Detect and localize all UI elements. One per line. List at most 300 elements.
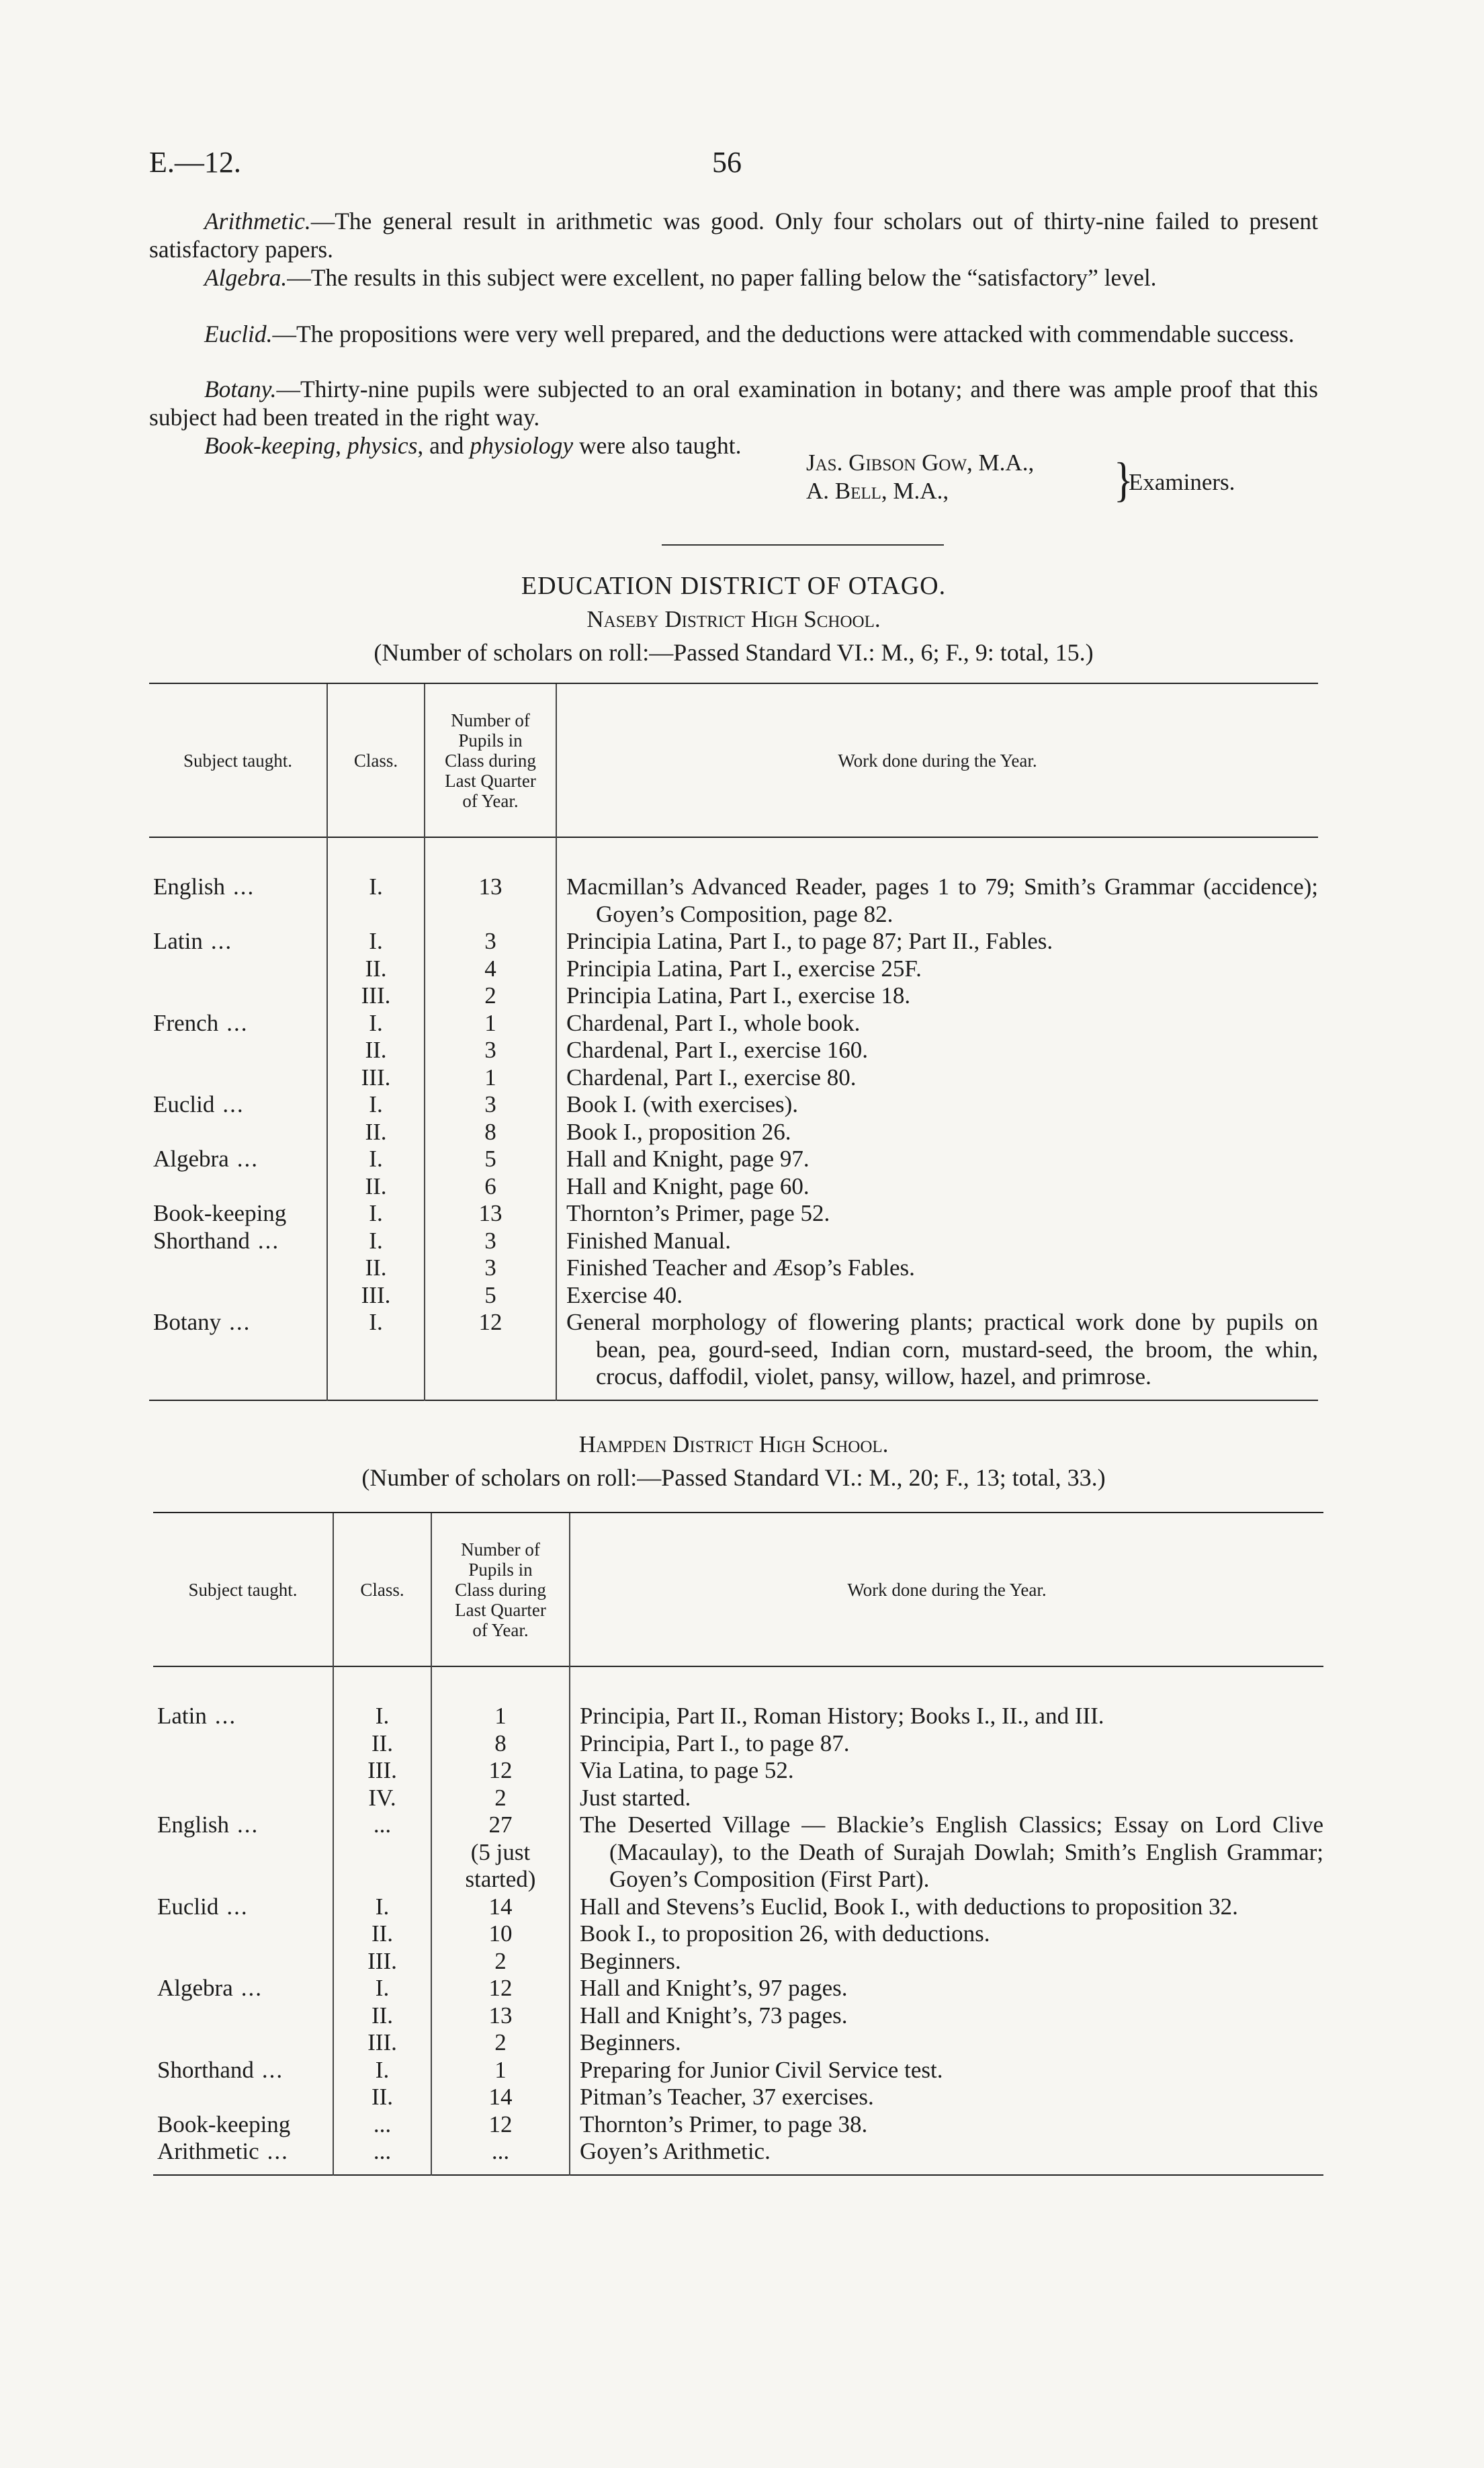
- table-row: [153, 2029, 1323, 2057]
- cell-subject: [149, 1037, 327, 1064]
- cell-subject: [153, 1812, 333, 1893]
- pupils-count: 1: [494, 2056, 507, 2083]
- table-row: [149, 1146, 1318, 1173]
- table-row: [153, 1703, 1323, 1730]
- table-row: [149, 1119, 1318, 1146]
- work-text: Hall and Knight’s, 73 pages.: [580, 2002, 848, 2029]
- cell-class: IV.: [333, 1785, 431, 1812]
- naseby-header-row: [149, 684, 1318, 837]
- hampden-table: [153, 1513, 1323, 2176]
- subject-text: Shorthand: [153, 1227, 250, 1254]
- cell-pupils: [425, 874, 556, 928]
- paragraph-other-subjects: [149, 431, 1318, 460]
- cell-pupils: [431, 1785, 570, 1812]
- cell-work: [570, 2111, 1323, 2139]
- col-pupils-line: Class during: [455, 1579, 546, 1600]
- subject-text: Algebra: [157, 1975, 233, 2001]
- leader-dots: ...: [226, 1009, 249, 1036]
- work-text: Book I., to proposition 26, with deductions.: [580, 1920, 990, 1947]
- subject-text: Euclid: [153, 1091, 215, 1117]
- work-text: Goyen’s Arithmetic.: [580, 2138, 771, 2164]
- table-bottom-rule: [149, 1391, 1318, 1400]
- cell-class: III.: [327, 1064, 425, 1092]
- cell-subject: [149, 1119, 327, 1146]
- work-text: Chardenal, Part I., exercise 160.: [566, 1037, 869, 1063]
- leader-dots: ...: [257, 1227, 280, 1254]
- pupils-count: 14: [488, 2084, 513, 2110]
- pupils-count: 13: [488, 2002, 513, 2029]
- pupils-count: 13: [478, 874, 503, 900]
- pupils-count: 1: [484, 1009, 496, 1036]
- examiner-signatures: [806, 449, 1034, 505]
- cell-work: [556, 874, 1318, 928]
- subject-bookkeeping: Book-keeping: [204, 432, 336, 459]
- cell-pupils: [431, 2111, 570, 2139]
- cell-class: I.: [333, 2057, 431, 2084]
- pupils-count: 14: [488, 1893, 513, 1920]
- cell-subject: [153, 2138, 333, 2166]
- cell-subject: [149, 1254, 327, 1282]
- cell-subject: [149, 874, 327, 928]
- cell-subject: [149, 955, 327, 983]
- hampden-header-row: [153, 1513, 1323, 1666]
- leader-dots: ...: [236, 1146, 259, 1172]
- cell-pupils: [431, 1893, 570, 1921]
- cell-class: I.: [327, 1200, 425, 1228]
- cell-class: II.: [327, 1173, 425, 1201]
- table-row: [153, 1757, 1323, 1785]
- col-class: Class.: [327, 684, 425, 837]
- leader-dots: ...: [261, 2056, 284, 2083]
- cell-class: I.: [327, 1091, 425, 1119]
- col-pupils-line: Pupils in: [468, 1559, 533, 1580]
- work-text: Book I., proposition 26.: [566, 1118, 791, 1145]
- col-pupils-line: Last Quarter: [455, 1599, 546, 1620]
- section-divider: [662, 544, 944, 546]
- label-algebra: Algebra.: [204, 264, 288, 291]
- work-text: The Deserted Village — Blackie’s English Classics; Essay on Lord Clive (Macaulay), to the Death of Surajah Dowlah; Smith’s English Grammar; Goyen’s Composition (First Part).: [580, 1812, 1323, 1892]
- cell-work: [570, 1757, 1323, 1785]
- cell-class: III.: [333, 1948, 431, 1975]
- col-pupils-line: Number of: [451, 710, 530, 730]
- col-pupils-line: Last Quarter: [445, 770, 536, 791]
- cell-subject: [153, 1757, 333, 1785]
- cell-class: III.: [327, 1282, 425, 1310]
- pupils-count: 6: [484, 1173, 496, 1199]
- cell-work: [556, 955, 1318, 983]
- pupils-count: 2: [484, 982, 496, 1009]
- pupils-count: 8: [494, 1730, 507, 1756]
- cell-pupils: [425, 1010, 556, 1037]
- cell-subject: [149, 1010, 327, 1037]
- pupils-count: 12: [488, 1975, 513, 2001]
- subject-text: French: [153, 1009, 219, 1036]
- work-text: Hall and Stevens’s Euclid, Book I., with deductions to proposition 32.: [580, 1893, 1238, 1920]
- cell-subject: [153, 2057, 333, 2084]
- work-text: General morphology of flowering plants; practical work done by pupils on bean, pea, gourd-seed, Indian corn, mustard-seed, the broom, the whin, crocus, daffodil, violet, pansy, willow, hazel, and primrose.: [566, 1309, 1318, 1390]
- work-text: Preparing for Junior Civil Service test.: [580, 2056, 943, 2083]
- leader-dots: ...: [267, 2138, 289, 2164]
- table-row: [149, 874, 1318, 928]
- pupils-count: 3: [484, 1037, 496, 1063]
- table-row: [153, 2002, 1323, 2030]
- work-text: Book I. (with exercises).: [566, 1091, 799, 1117]
- cell-pupils: [431, 2138, 570, 2166]
- cell-class: II.: [327, 1037, 425, 1064]
- cell-class: I.: [327, 928, 425, 955]
- cell-class: I.: [333, 1975, 431, 2002]
- table-row: [149, 1228, 1318, 1255]
- work-text: Chardenal, Part I., exercise 80.: [566, 1064, 857, 1091]
- col-subject-taught: Subject taught.: [188, 1579, 298, 1600]
- work-text: Thornton’s Primer, page 52.: [566, 1200, 830, 1226]
- table-row: [149, 1010, 1318, 1037]
- cell-pupils: [425, 1309, 556, 1391]
- cell-pupils: [425, 1037, 556, 1064]
- leader-dots: ...: [214, 1703, 237, 1729]
- table-row: [149, 955, 1318, 983]
- col-number-of-pupils: [431, 1513, 570, 1666]
- table-row: [153, 1730, 1323, 1758]
- col-class: Class.: [333, 1513, 431, 1666]
- text-others-tail: were also taught.: [573, 432, 742, 459]
- cell-work: [556, 1064, 1318, 1092]
- table-row: [153, 1785, 1323, 1812]
- cell-pupils: [431, 1920, 570, 1948]
- pupils-count: 27: [488, 1812, 513, 1838]
- text-euclid: —The propositions were very well prepared, and the deductions were attacked with commendable success.: [272, 321, 1295, 347]
- pupils-count: 3: [484, 1091, 496, 1117]
- pupils-count: 1: [484, 1064, 496, 1091]
- cell-pupils: [431, 1948, 570, 1975]
- pupils-count: 3: [484, 928, 496, 954]
- table-row: [149, 1254, 1318, 1282]
- work-text: Beginners.: [580, 1947, 681, 1974]
- cell-work: [570, 1730, 1323, 1758]
- cell-subject: [153, 1975, 333, 2002]
- cell-pupils: [425, 1119, 556, 1146]
- cell-class: II.: [333, 1920, 431, 1948]
- cell-pupils: [431, 2029, 570, 2057]
- subject-physiology: physiology: [470, 432, 574, 459]
- cell-class: III.: [333, 2029, 431, 2057]
- cell-work: [570, 2138, 1323, 2166]
- cell-work: [570, 2057, 1323, 2084]
- cell-pupils: [431, 1703, 570, 1730]
- table-row: [153, 2084, 1323, 2111]
- cell-work: [570, 2002, 1323, 2030]
- subject-text: Botany: [153, 1309, 222, 1335]
- cell-pupils: [425, 1173, 556, 1201]
- table-row: [149, 1173, 1318, 1201]
- cell-work: [556, 1010, 1318, 1037]
- pupils-count: 10: [488, 1920, 513, 1947]
- paragraph-algebra: [149, 263, 1318, 292]
- cell-pupils: [425, 1282, 556, 1310]
- hampden-table-body: [153, 1703, 1323, 2175]
- col-pupils-line: of Year.: [462, 790, 519, 811]
- cell-class: II.: [333, 1730, 431, 1758]
- cell-class: I.: [327, 1309, 425, 1391]
- cell-pupils: [425, 1254, 556, 1282]
- cell-subject: [153, 1785, 333, 1812]
- separator: ,: [335, 432, 347, 459]
- paragraph-euclid: [149, 320, 1318, 348]
- work-text: Thornton’s Primer, to page 38.: [580, 2111, 868, 2137]
- cell-class: II.: [327, 1254, 425, 1282]
- naseby-title: Naseby District High School.: [586, 606, 881, 632]
- cell-work: [570, 2084, 1323, 2111]
- subject-text: Book-keeping: [153, 1200, 287, 1226]
- subject-text: Arithmetic: [157, 2138, 259, 2164]
- district-title: EDUCATION DISTRICT OF OTAGO.: [521, 572, 947, 600]
- cell-pupils: [431, 1730, 570, 1758]
- subject-text: Shorthand: [157, 2056, 254, 2083]
- cell-subject: [149, 1064, 327, 1092]
- subject-text: Euclid: [157, 1893, 219, 1920]
- pupils-count: 8: [484, 1118, 496, 1145]
- cell-work: [570, 2029, 1323, 2057]
- cell-pupils: [425, 982, 556, 1010]
- text-botany: —Thirty-nine pupils were subjected to an oral examination in botany; and there was ample proof that this subject had been treated in the right way.: [149, 376, 1318, 431]
- cell-subject: [149, 982, 327, 1010]
- col-work-done: Work done during the Year.: [556, 684, 1318, 837]
- work-text: Pitman’s Teacher, 37 exercises.: [580, 2084, 874, 2110]
- naseby-table: [149, 684, 1318, 1401]
- examiner-2: A. Bell, M.A.,: [806, 478, 949, 504]
- cell-work: [570, 1920, 1323, 1948]
- pupils-count: 12: [488, 2111, 513, 2137]
- cell-class: ...: [333, 2138, 431, 2166]
- table-row: [149, 1037, 1318, 1064]
- naseby-table-body: [149, 874, 1318, 1400]
- cell-subject: [153, 2084, 333, 2111]
- cell-pupils: [431, 2057, 570, 2084]
- col-pupils-line: Pupils in: [458, 730, 523, 751]
- cell-work: [556, 1254, 1318, 1282]
- cell-class: III.: [333, 1757, 431, 1785]
- examiners-label: Examiners.: [1129, 469, 1235, 495]
- work-text: Principia, Part II., Roman History; Books I., II., and III.: [580, 1703, 1104, 1729]
- work-text: Principia Latina, Part I., exercise 18.: [566, 982, 911, 1009]
- subject-text: Latin: [157, 1703, 207, 1729]
- examiner-1: Jas. Gibson Gow, M.A.,: [806, 450, 1035, 476]
- cell-subject: [153, 1948, 333, 1975]
- table-bottom-rule: [153, 2166, 1323, 2175]
- cell-pupils: [431, 2084, 570, 2111]
- label-botany: Botany.: [204, 376, 277, 402]
- cell-work: [556, 1091, 1318, 1119]
- table-row: [149, 1200, 1318, 1228]
- pupils-count: 13: [478, 1200, 503, 1226]
- work-text: Principia Latina, Part I., exercise 25F.: [566, 955, 922, 982]
- table-row: [153, 2057, 1323, 2084]
- col-number-of-pupils: [425, 684, 556, 837]
- leader-dots: ...: [236, 1812, 259, 1838]
- table-row: [149, 1282, 1318, 1310]
- col-pupils-line: of Year.: [472, 1619, 529, 1640]
- cell-class: ...: [333, 2111, 431, 2139]
- cell-pupils: [425, 1091, 556, 1119]
- cell-subject: [149, 1146, 327, 1173]
- cell-subject: [153, 1703, 333, 1730]
- work-text: Finished Teacher and Æsop’s Fables.: [566, 1254, 915, 1281]
- cell-work: [556, 1173, 1318, 1201]
- cell-pupils: [431, 2002, 570, 2030]
- cell-work: [570, 1948, 1323, 1975]
- cell-work: [556, 928, 1318, 955]
- work-text: Just started.: [580, 1784, 691, 1811]
- pupils-count: 12: [478, 1309, 503, 1335]
- leader-dots: ...: [222, 1091, 245, 1117]
- cell-work: [556, 1200, 1318, 1228]
- table-row: [153, 1812, 1323, 1893]
- cell-work: [570, 1703, 1323, 1730]
- cell-class: II.: [327, 1119, 425, 1146]
- cell-work: [570, 1785, 1323, 1812]
- cell-pupils: [425, 928, 556, 955]
- cell-subject: [153, 1730, 333, 1758]
- cell-work: [556, 982, 1318, 1010]
- work-text: Finished Manual.: [566, 1227, 731, 1254]
- cell-work: [570, 1812, 1323, 1893]
- work-text: Beginners.: [580, 2029, 681, 2055]
- report-reference: E.—12.: [149, 146, 241, 179]
- cell-work: [556, 1228, 1318, 1255]
- subject-text: Algebra: [153, 1146, 229, 1172]
- table-row: [153, 2138, 1323, 2166]
- subject-physics: physics: [347, 432, 418, 459]
- table-row: [149, 1309, 1318, 1391]
- cell-class: I.: [327, 1010, 425, 1037]
- cell-class: II.: [333, 2002, 431, 2030]
- cell-pupils: [425, 955, 556, 983]
- work-text: Exercise 40.: [566, 1281, 683, 1308]
- cell-pupils: [425, 1228, 556, 1255]
- spacer-row: [149, 837, 1318, 874]
- pupils-count: 3: [484, 1227, 496, 1254]
- cell-subject: [153, 1920, 333, 1948]
- pupils-count: 2: [494, 1947, 507, 1974]
- cell-subject: [149, 1282, 327, 1310]
- leader-dots: ...: [229, 1309, 251, 1335]
- col-pupils-line: Number of: [461, 1539, 540, 1560]
- pupils-count: 5: [484, 1281, 496, 1308]
- cell-class: I.: [327, 1146, 425, 1173]
- work-text: Hall and Knight, page 60.: [566, 1173, 810, 1199]
- table-row: [149, 928, 1318, 955]
- hampden-title: Hampden District High School.: [578, 1431, 889, 1457]
- cell-class: I.: [327, 874, 425, 928]
- brace: }: [1114, 453, 1133, 507]
- text-algebra: —The results in this subject were excellent, no paper falling below the “satisfactory” level.: [287, 264, 1157, 291]
- pupils-count: 1: [494, 1703, 507, 1729]
- label-arithmetic: Arithmetic.: [204, 208, 311, 235]
- cell-class: II.: [327, 955, 425, 983]
- paragraph-botany: [149, 375, 1318, 431]
- subject-text: Book-keeping: [157, 2111, 291, 2137]
- cell-work: [556, 1146, 1318, 1173]
- cell-subject: [149, 1173, 327, 1201]
- work-text: Chardenal, Part I., whole book.: [566, 1009, 861, 1036]
- leader-dots: ...: [232, 874, 255, 900]
- pupils-count: 3: [484, 1254, 496, 1281]
- col-subject-taught: Subject taught.: [183, 750, 292, 771]
- cell-class: I.: [327, 1228, 425, 1255]
- cell-subject: [153, 2029, 333, 2057]
- cell-subject: [153, 1893, 333, 1921]
- pupils-count: 12: [488, 1757, 513, 1783]
- cell-work: [556, 1037, 1318, 1064]
- work-text: Principia, Part I., to page 87.: [580, 1730, 850, 1756]
- subject-text: English: [157, 1812, 229, 1838]
- cell-work: [570, 1893, 1323, 1921]
- cell-pupils: [425, 1146, 556, 1173]
- leader-dots: ...: [226, 1893, 249, 1920]
- col-pupils-line: Class during: [445, 750, 536, 771]
- cell-subject: [149, 1228, 327, 1255]
- table-row: [153, 1975, 1323, 2002]
- leader-dots: ...: [210, 928, 233, 954]
- separator: , and: [417, 432, 470, 459]
- cell-subject: [149, 1200, 327, 1228]
- cell-pupils: [431, 1757, 570, 1785]
- naseby-roll: (Number of scholars on roll:—Passed Standard VI.: M., 6; F., 9: total, 15.): [374, 639, 1094, 666]
- table-row: [149, 982, 1318, 1010]
- table-row: [153, 1920, 1323, 1948]
- cell-subject: [149, 928, 327, 955]
- cell-work: [556, 1282, 1318, 1310]
- table-row: [153, 1893, 1323, 1921]
- cell-pupils: [431, 1975, 570, 2002]
- work-text: Principia Latina, Part I., to page 87; Part II., Fables.: [566, 928, 1053, 954]
- pupils-count: 2: [494, 2029, 507, 2055]
- cell-subject: [153, 2002, 333, 2030]
- text-arithmetic: —The general result in arithmetic was good. Only four scholars out of thirty-nine failed to present satisfactory papers.: [149, 208, 1318, 263]
- cell-class: I.: [333, 1703, 431, 1730]
- spacer-row: [153, 1666, 1323, 1703]
- pupils-count: 4: [484, 955, 496, 982]
- work-text: Via Latina, to page 52.: [580, 1757, 794, 1783]
- cell-subject: [153, 2111, 333, 2139]
- work-text: Hall and Knight, page 97.: [566, 1146, 810, 1172]
- pupils-count: ...: [491, 2138, 510, 2164]
- page-number: 56: [712, 146, 742, 179]
- cell-work: [556, 1309, 1318, 1391]
- hampden-roll: (Number of scholars on roll:—Passed Standard VI.: M., 20; F., 13; total, 33.): [361, 1464, 1106, 1491]
- cell-class: II.: [333, 2084, 431, 2111]
- cell-class: I.: [333, 1893, 431, 1921]
- work-text: Hall and Knight’s, 97 pages.: [580, 1975, 848, 2001]
- cell-pupils: [431, 1812, 570, 1893]
- pupils-note: (5 just started): [465, 1838, 536, 1892]
- pupils-count: 2: [494, 1784, 507, 1811]
- cell-subject: [149, 1309, 327, 1391]
- cell-subject: [149, 1091, 327, 1119]
- cell-work: [556, 1119, 1318, 1146]
- cell-pupils: [425, 1200, 556, 1228]
- subject-text: Latin: [153, 928, 203, 954]
- work-text: Macmillan’s Advanced Reader, pages 1 to 79; Smith’s Grammar (accidence); Goyen’s Composition, page 82.: [566, 874, 1318, 927]
- leader-dots: ...: [241, 1975, 263, 2001]
- cell-work: [570, 1975, 1323, 2002]
- table-row: [153, 2111, 1323, 2139]
- col-work-done: Work done during the Year.: [570, 1513, 1323, 1666]
- cell-class: III.: [327, 982, 425, 1010]
- cell-class: ...: [333, 1812, 431, 1893]
- table-row: [153, 1948, 1323, 1975]
- label-euclid: Euclid.: [204, 321, 273, 347]
